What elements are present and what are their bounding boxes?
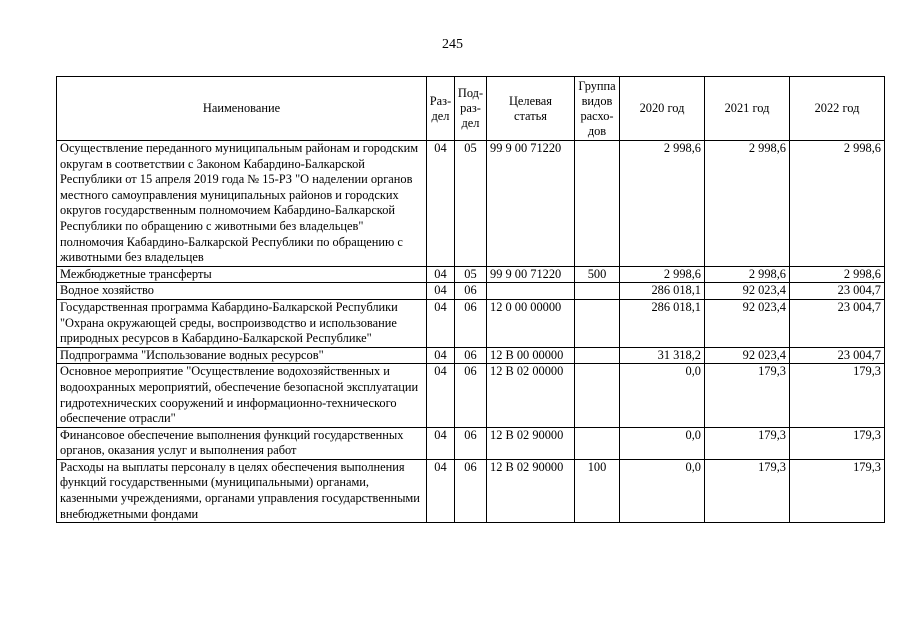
table-row [57, 364, 885, 427]
row-subsection: 06 [455, 364, 487, 427]
row-subsection: 06 [455, 299, 487, 347]
header-target: Целевая статья [487, 77, 575, 141]
row-value-2021: 179,3 [705, 364, 790, 427]
row-value-2022: 23 004,7 [790, 299, 885, 347]
row-group [575, 283, 620, 300]
table-header-row [57, 77, 885, 141]
table-row [57, 427, 885, 459]
row-value-2020: 286 018,1 [620, 299, 705, 347]
row-target [487, 283, 575, 300]
row-name: Водное хозяйство [57, 283, 427, 300]
row-target: 99 9 00 71220 [487, 141, 575, 267]
row-value-2022: 23 004,7 [790, 347, 885, 364]
row-name: Расходы на выплаты персоналу в целях обеспечения выполнения функций государственными (муниципальными) органами, казенными учреждениями, органами управления государственными внебюджетными фондами [57, 459, 427, 522]
row-value-2020: 286 018,1 [620, 283, 705, 300]
row-value-2021: 92 023,4 [705, 283, 790, 300]
row-name: Финансовое обеспечение выполнения функций государственных органов, оказания услуг и выполнения работ [57, 427, 427, 459]
table-row [57, 283, 885, 300]
row-value-2020: 2 998,6 [620, 266, 705, 283]
row-section: 04 [427, 347, 455, 364]
row-target: 12 В 02 90000 [487, 459, 575, 522]
row-value-2021: 179,3 [705, 459, 790, 522]
row-value-2020: 0,0 [620, 459, 705, 522]
row-value-2021: 179,3 [705, 427, 790, 459]
row-target: 12 0 00 00000 [487, 299, 575, 347]
table-row [57, 299, 885, 347]
row-subsection: 06 [455, 347, 487, 364]
row-name: Подпрограмма "Использование водных ресурсов" [57, 347, 427, 364]
row-subsection: 06 [455, 459, 487, 522]
row-value-2021: 2 998,6 [705, 141, 790, 267]
row-target: 12 В 02 00000 [487, 364, 575, 427]
row-value-2020: 0,0 [620, 427, 705, 459]
header-2021: 2021 год [705, 77, 790, 141]
header-2022: 2022 год [790, 77, 885, 141]
row-subsection: 05 [455, 266, 487, 283]
row-name: Государственная программа Кабардино-Балкарской Республики "Охрана окружающей среды, воспроизводство и использование природных ресурсов в Кабардино-Балкарской Республике" [57, 299, 427, 347]
row-value-2022: 179,3 [790, 364, 885, 427]
row-group [575, 427, 620, 459]
header-section: Раз- дел [427, 77, 455, 141]
row-section: 04 [427, 141, 455, 267]
row-name: Межбюджетные трансферты [57, 266, 427, 283]
header-subsection: Под- раз- дел [455, 77, 487, 141]
row-group [575, 347, 620, 364]
row-value-2022: 2 998,6 [790, 141, 885, 267]
row-target: 12 В 00 00000 [487, 347, 575, 364]
row-group [575, 141, 620, 267]
table-row [57, 459, 885, 522]
row-value-2021: 2 998,6 [705, 266, 790, 283]
header-group: Группа видов расхо- дов [575, 77, 620, 141]
row-section: 04 [427, 266, 455, 283]
table-row [57, 347, 885, 364]
row-value-2022: 179,3 [790, 459, 885, 522]
row-group [575, 299, 620, 347]
row-target: 12 В 02 90000 [487, 427, 575, 459]
row-value-2021: 92 023,4 [705, 347, 790, 364]
row-value-2022: 23 004,7 [790, 283, 885, 300]
row-value-2020: 31 318,2 [620, 347, 705, 364]
row-group: 100 [575, 459, 620, 522]
page-number: 245 [442, 37, 463, 52]
row-value-2020: 0,0 [620, 364, 705, 427]
row-group: 500 [575, 266, 620, 283]
row-name: Осуществление переданного муниципальным районам и городским округам в соответствии с Законом Кабардино-Балкарской Республики от 15 апреля 2019 года № 15-РЗ "О наделении органов местного самоуправления муниципальных районов и городских округов государственным полномочием Кабардино-Балкарской Республики по обращению с животными без владельцев" полномочия Кабардино-Балкарской Республики по обращению с животными без владельцев [57, 141, 427, 267]
row-group [575, 364, 620, 427]
row-subsection: 06 [455, 283, 487, 300]
row-section: 04 [427, 427, 455, 459]
header-name: Наименование [57, 77, 427, 141]
row-value-2022: 2 998,6 [790, 266, 885, 283]
row-section: 04 [427, 299, 455, 347]
table-row [57, 266, 885, 283]
row-value-2021: 92 023,4 [705, 299, 790, 347]
row-value-2022: 179,3 [790, 427, 885, 459]
row-section: 04 [427, 283, 455, 300]
row-subsection: 05 [455, 141, 487, 267]
row-subsection: 06 [455, 427, 487, 459]
row-value-2020: 2 998,6 [620, 141, 705, 267]
row-section: 04 [427, 459, 455, 522]
budget-table [56, 76, 885, 523]
header-2020: 2020 год [620, 77, 705, 141]
table-row [57, 141, 885, 267]
row-target: 99 9 00 71220 [487, 266, 575, 283]
row-section: 04 [427, 364, 455, 427]
row-name: Основное мероприятие "Осуществление водохозяйственных и водоохранных мероприятий, обеспечение безопасной эксплуатации гидротехнических сооружений и информационно-технического обеспечение отрасли" [57, 364, 427, 427]
